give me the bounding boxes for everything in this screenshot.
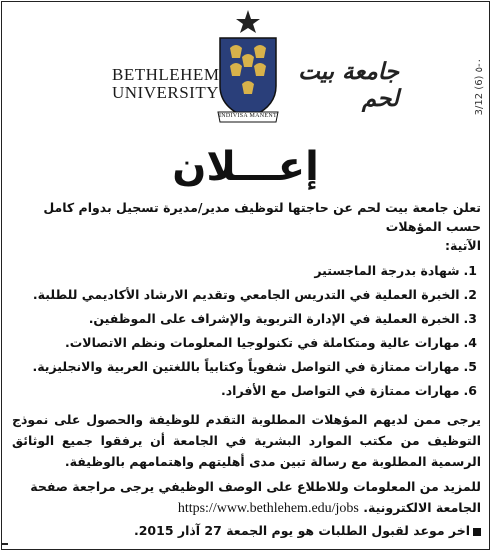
announcement-body [12,198,481,541]
university-name-arabic: جامعة بيت لحم [298,58,399,112]
page-edge-mark [2,543,8,545]
requirement-item [12,331,477,355]
university-name-line1: BETHLEHEM [112,65,220,84]
university-name-line2: UNIVERSITY [112,83,219,102]
title-wrapper [2,144,489,190]
reference-number: 3/12 (6) ٠-٥ [474,58,485,116]
requirement-number: 1. [463,263,477,278]
requirement-text: الخبرة العملية في الإدارة التربوية والإشراف على الموظفين. [88,311,460,326]
requirement-item [12,283,477,307]
crest-motto: INDIVISA MANENT [219,113,277,119]
requirement-item [12,355,477,379]
intro-paragraph-continued: الآتية: [445,238,481,253]
intro-paragraph: تعلن جامعة بيت لحم عن حاجتها لتوظيف مدير/مديرة تسجيل بدوام كامل حسب المؤهلات [43,200,481,234]
more-info-paragraph [12,476,481,519]
requirement-text: مهارات عالية ومتكاملة في تكنولوجيا المعلومات ونظم الاتصالات. [64,335,460,350]
requirement-text: الخبرة العملية في التدريس الجامعي وتقديم الارشاد الأكاديمي للطلبة. [32,287,460,302]
advertisement-page [1,1,490,550]
jobs-url-link[interactable]: https://www.bethlehem.edu/jobs [177,501,359,516]
requirement-item [12,259,477,283]
requirement-text: شهادة بدرجة الماجستير [314,263,460,278]
requirement-number: 6. [463,383,477,398]
university-name-english [112,66,222,101]
requirement-item [12,379,477,403]
requirements-list [12,259,481,403]
bullet-square-icon [473,528,481,536]
university-crest-logo [216,8,280,124]
letterhead [2,2,489,142]
more-info-text: للمزيد من المعلومات وللاطلاع على الوصف الوظيفي يرجى مراجعة صفحة الجامعة الالكترونية. [30,479,481,515]
requirement-text: مهارات ممتازة في التواصل شفوياً وكتابياً باللغتين العربية والانجليزية. [32,359,460,374]
requirement-number: 4. [463,335,477,350]
crest-shield [220,38,276,118]
announcement-title: إعـــلان [172,144,319,190]
requirement-text: مهارات ممتازة في التواصل مع الأفراد. [221,383,460,398]
requirement-number: 3. [463,311,477,326]
deadline-text: اخر موعد لقبول الطلبات هو يوم الجمعة 27 آذار 2015. [133,523,470,538]
crest-star-icon [236,10,260,33]
requirement-number: 5. [463,359,477,374]
requirement-number: 2. [463,287,477,302]
deadline-note [12,521,481,541]
requirement-item [12,307,477,331]
application-instructions: يرجى ممن لديهم المؤهلات المطلوبة التقدم للوظيفة والحصول على نموذج التوظيف من مكتب الموارد البشرية في الجامعة أن يرفقوا جميع الوثائق الرسمية المطلوبة مع رسالة تبين مدى أهليتهم واهتمامهم بالوظيفة. [12,412,481,469]
